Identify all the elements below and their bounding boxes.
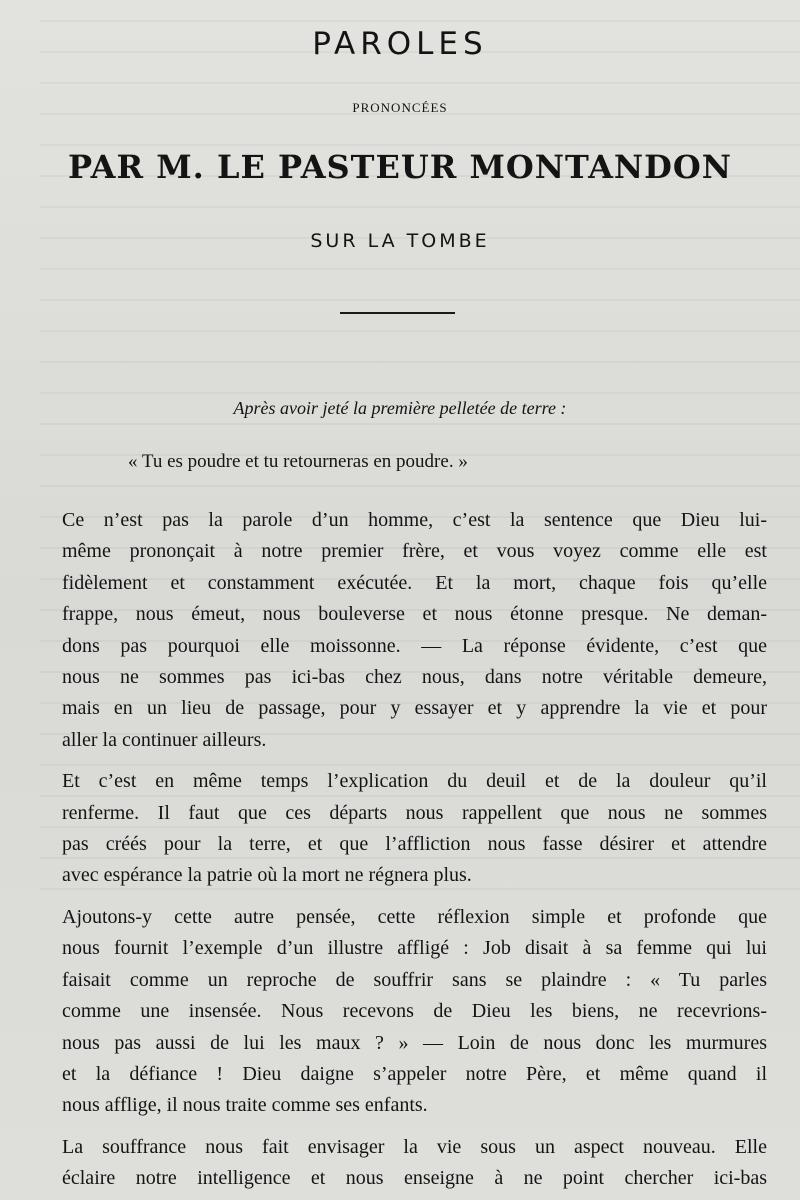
paragraph — [62, 505, 767, 756]
text-line: renferme. Il faut que ces départs nous rappellent que nous ne sommes — [62, 801, 767, 824]
text-line: nous fournit l’exemple d’un illustre affligé : Job disait à sa femme qui lui — [62, 937, 767, 960]
document-heading: PAR M. LE PASTEUR MONTANDON — [67, 148, 733, 186]
paragraph — [62, 766, 767, 892]
paragraph — [62, 1132, 767, 1195]
text-line: nous ne sommes pas ici-bas chez nous, dans notre véritable demeure, — [62, 666, 767, 689]
text-line: nous pas aussi de lui les maux ? » — Loin de nous donc les murmures — [62, 1031, 767, 1054]
text-line: Ce n’est pas la parole d’un homme, c’est la sentence que Dieu lui- — [62, 509, 767, 531]
text-line: frappe, nous émeut, nous bouleverse et nous étonne presque. Ne deman- — [62, 603, 767, 626]
text-line: et la défiance ! Dieu daigne s’appeler notre Père, et même quand il — [62, 1062, 767, 1085]
text-line: Et c’est en même temps l’explication du deuil et de la douleur qu’il — [62, 770, 767, 793]
text-line: même prononçait à notre premier frère, et vous voyez comme elle est — [62, 540, 767, 563]
text-line: faisait comme un reproche de souffrir sans se plaindre : « Tu parles — [62, 968, 767, 991]
body-text — [62, 505, 767, 1195]
text-line: mais en un lieu de passage, pour y essayer et y apprendre la vie et pour — [62, 697, 767, 720]
text-line: nous afflige, il nous traite comme ses enfants. — [62, 1094, 428, 1117]
text-line: dons pas pourquoi elle moissonne. — La réponse évidente, c’est que — [62, 634, 767, 657]
scripture-quote: « Tu es poudre et tu retourneras en poudre. » — [128, 451, 468, 472]
document-title: PAROLES — [312, 26, 488, 62]
text-line: comme une insensée. Nous recevons de Dieu les biens, ne recevrions- — [62, 1000, 767, 1023]
paragraph — [62, 902, 767, 1122]
document-subheading: SUR LA TOMBE — [310, 230, 490, 252]
text-line: Ajoutons-y cette autre pensée, cette réflexion simple et profonde que — [62, 905, 767, 928]
text-line: avec espérance la patrie où la mort ne régnera plus. — [62, 864, 472, 887]
text-line: aller la continuer ailleurs. — [62, 728, 267, 751]
text-line: fidèlement et constamment exécutée. Et la mort, chaque fois qu’elle — [62, 571, 767, 594]
text-line: pas créés pour la terre, et que l’affliction nous fasse désirer et attendre — [62, 833, 767, 856]
text-line: éclaire notre intelligence et nous enseigne à ne point chercher ici-bas — [62, 1167, 767, 1190]
intro-line: Après avoir jeté la première pelletée de terre : — [233, 398, 567, 418]
section-divider — [340, 312, 455, 314]
text-line: La souffrance nous fait envisager la vie sous un aspect nouveau. Elle — [62, 1135, 767, 1158]
document-subtitle: PRONONCÉES — [352, 100, 448, 115]
